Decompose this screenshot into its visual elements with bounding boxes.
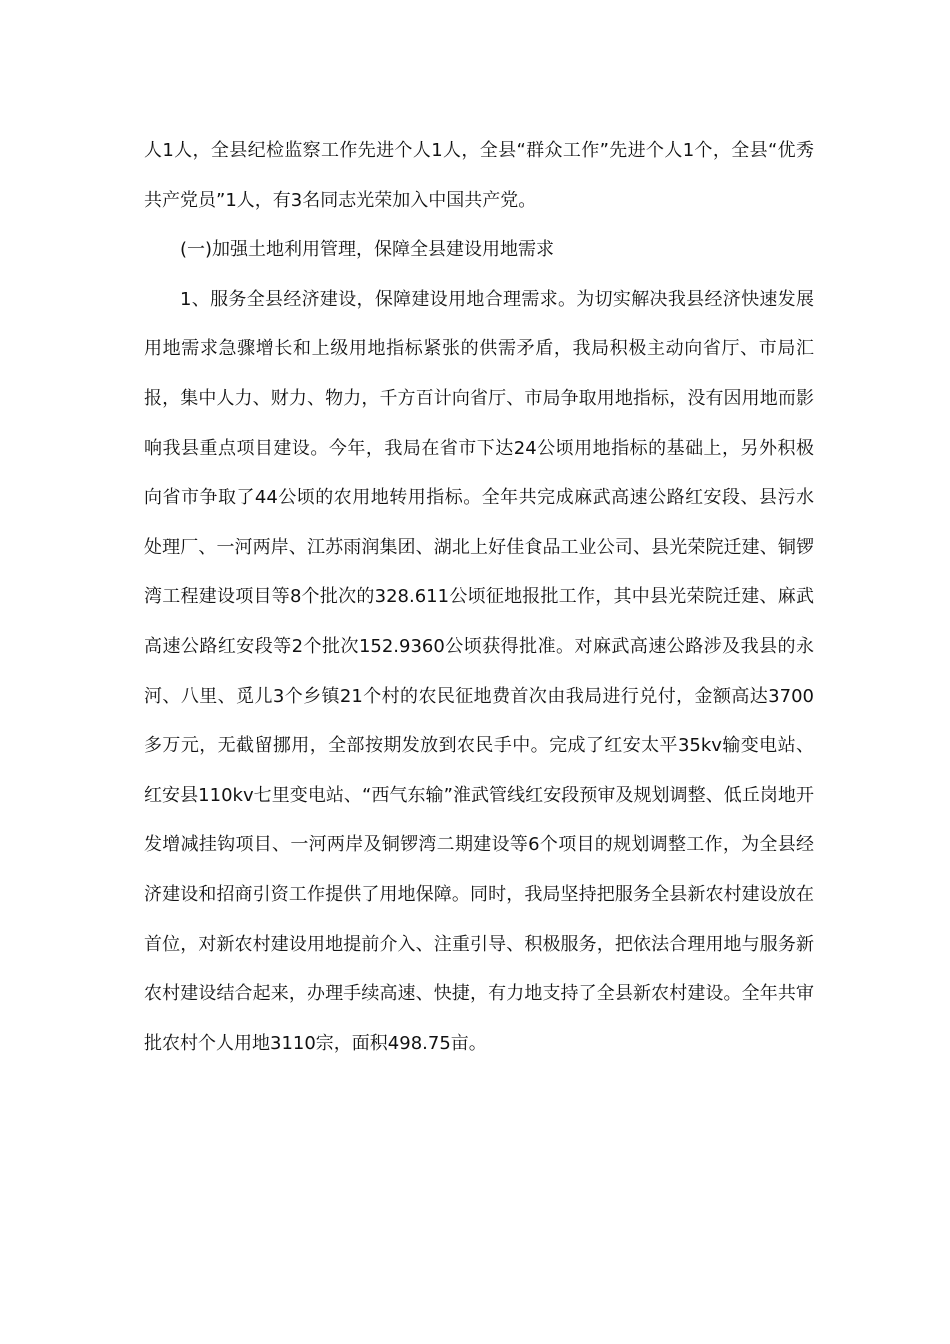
body-paragraph-construction-land: 1、服务全县经济建设，保障建设用地合理需求。为切实解决我县经济快速发展用地需求急骤增长和上级用地指标紧张的供需矛盾，我局积极主动向省厅、市局汇报，集中人力、财力、物力，千方百计向省厅、市局争取用地指标，没有因用地而影响我县重点项目建设。今年，我局在省市下达24公顷用地指标的基础上，另外积极向省市争取了44公顷的农用地转用指标。全年共完成麻武高速公路红安段、县污水处理厂、一河两岸、江苏雨润集团、湖北上好佳食品工业公司、县光荣院迁建、铜锣湾工程建设项目等8个批次的328.611公顷征地报批工作，其中县光荣院迁建、麻武高速公路红安段等2个批次152.9360公顷获得批准。对麻武高速公路涉及我县的永河、八里、觅儿3个乡镇21个村的农民征地费首次由我局进行兑付，金额高达3700多万元，无截留挪用，全部按期发放到农民手中。完成了红安太平35kv输变电站、红安县110kv七里变电站、“西气东输”淮武管线红安段预审及规划调整、低丘岗地开发增减挂钩项目、一河两岸及铜锣湾二期建设等6个项目的规划调整工作，为全县经济建设和招商引资工作提供了用地保障。同时，我局坚持把服务全县新农村建设放在首位，对新农村建设用地提前介入、注重引导、积极服务，把依法合理用地与服务新农村建设结合起来，办理手续高速、快捷，有力地支持了全县新农村建设。全年共审批农村个人用地3110宗，面积498.75亩。 (144, 288, 814, 1054)
body-paragraph-continued: 人1人，全县纪检监察工作先进个人1人，全县“群众工作”先进个人1个，全县“优秀共产党员”1人，有3名同志光荣加入中国共产党。 (144, 140, 814, 211)
section-heading-land-management: (一)加强土地利用管理，保障全县建设用地需求 (180, 239, 555, 261)
document-body (144, 126, 814, 1068)
